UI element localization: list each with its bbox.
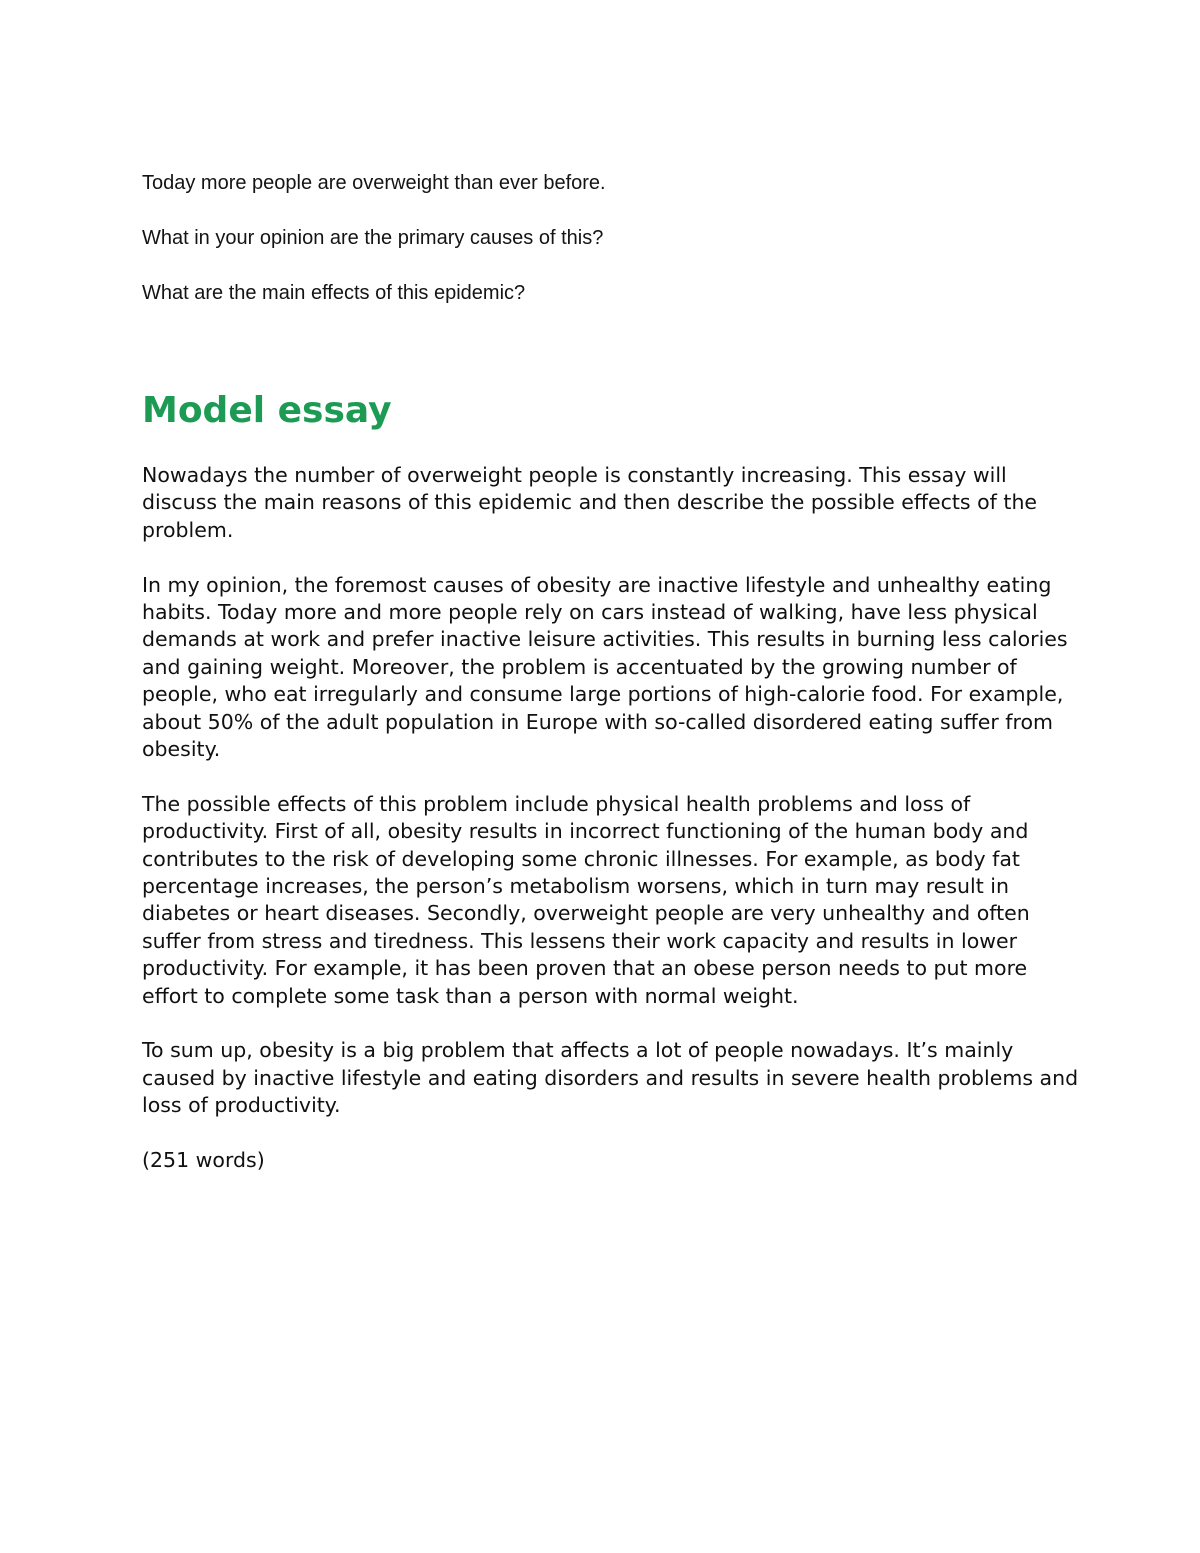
prompt-question-causes: What in your opinion are the primary causes of this? [142,227,604,249]
word-count: (251 words) [142,1148,265,1173]
prompt-question-effects: What are the main effects of this epidemic? [142,282,526,304]
section-heading: Model essay [142,390,392,431]
essay-paragraph-introduction: Nowadays the number of overweight people is constantly increasing. This essay will discuss the main reasons of this epidemic and then describe the possible effects of the problem. [142,463,1038,542]
essay-paragraph-effects: The possible effects of this problem include physical health problems and loss of productivity. First of all, obesity results in incorrect functioning of the human body and contributes to the risk of developing some chronic illnesses. For example, as body fat percentage increases, the person’s metabolism worsens, which in turn may result in diabetes or heart diseases. Secondly, overweight people are very unhealthy and often suffer from stress and tiredness. This lessens their work capacity and results in lower productivity. For example, it has been proven that an obese person needs to put more effort to complete some task than a person with normal weight. [142,791,1030,1008]
essay-paragraph-causes: In my opinion, the foremost causes of obesity are inactive lifestyle and unhealthy eating habits. Today more and more people rely on cars instead of walking, have less physical demands at work and prefer inactive leisure activities. This results in burning less calories and gaining weight. Moreover, the problem is accentuated by the growing number of people, who eat irregularly and consume large portions of high-calorie food. For example, about 50% of the adult population in Europe with so-called disordered eating suffer from obesity. [142,572,1068,762]
essay-paragraph-conclusion: To sum up, obesity is a big problem that affects a lot of people nowadays. It’s mainly caused by inactive lifestyle and eating disorders and results in severe health problems and loss of productivity. [142,1038,1079,1118]
prompt-statement: Today more people are overweight than ever before. [142,172,606,194]
essay-body [142,462,1082,1175]
